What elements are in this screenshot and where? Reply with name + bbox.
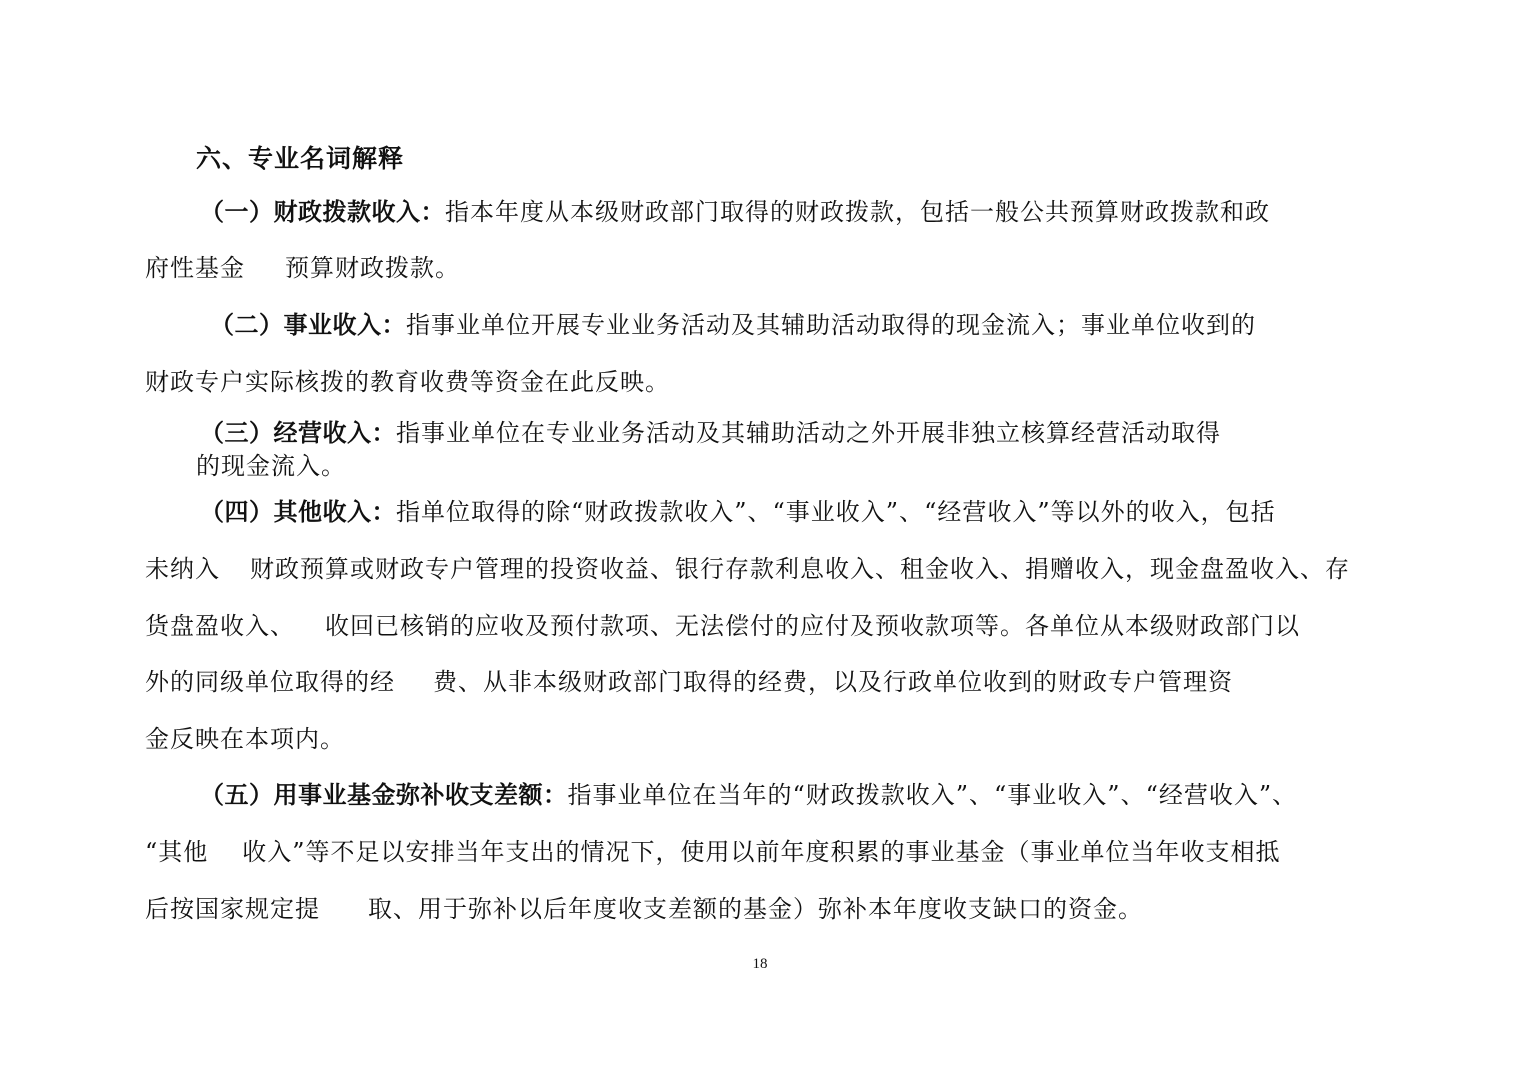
item-4-text-4a: 外的同级单位取得的经 — [145, 668, 395, 696]
item-1-text-2b: 预算财政拨款。 — [285, 254, 460, 282]
item-5-text-3b: 取、用于弥补以后年度收支差额的基金）弥补本年度收支缺口的资金。 — [368, 895, 1143, 923]
item-2-line-2 — [145, 367, 670, 397]
item-5-line-3 — [145, 894, 1143, 924]
item-1-line-2 — [145, 253, 460, 283]
item-4-text-2b: 财政预算或财政专户管理的投资收益、银行存款利息收入、租金收入、捐赠收入，现金盘盈收入、存 — [250, 555, 1350, 583]
item-1-text-1: 指本年度从本级财政部门取得的财政拨款，包括一般公共预算财政拨款和政 — [445, 198, 1270, 226]
item-4-line-3 — [145, 611, 1300, 641]
item-2-term: （二）事业收入： — [210, 311, 406, 339]
item-5-term: （五）用事业基金弥补收支差额： — [200, 781, 568, 809]
item-1-text-2a: 府性基金 — [145, 254, 245, 282]
item-2-text-2: 财政专户实际核拨的教育收费等资金在此反映。 — [145, 368, 670, 396]
item-4-text-4b: 费、从非本级财政部门取得的经费，以及行政单位收到的财政专户管理资 — [433, 668, 1233, 696]
item-2-line-1 — [210, 310, 1256, 340]
item-3-line-1 — [200, 418, 1221, 448]
item-4-text-2a: 未纳入 — [145, 555, 220, 583]
item-1-line-1 — [200, 197, 1270, 227]
item-4-line-1 — [200, 497, 1276, 527]
item-5-line-2 — [145, 837, 1281, 867]
item-4-line-4 — [145, 667, 1233, 697]
item-5-line-1 — [200, 780, 1297, 810]
item-5-text-3a: 后按国家规定提 — [145, 895, 320, 923]
item-4-term: （四）其他收入： — [200, 498, 396, 526]
item-5-text-1: 指事业单位在当年的“财政拨款收入”、“事业收入”、“经营收入”、 — [567, 781, 1298, 809]
item-4-text-1: 指单位取得的除“财政拨款收入”、“事业收入”、“经营收入”等以外的收入，包括 — [396, 498, 1276, 526]
item-4-line-2 — [145, 554, 1350, 584]
item-4-text-5: 金反映在本项内。 — [145, 725, 345, 753]
item-2-text-1: 指事业单位开展专业业务活动及其辅助活动取得的现金流入；事业单位收到的 — [406, 311, 1256, 339]
item-3-line-2 — [196, 451, 346, 481]
page-number: 18 — [752, 956, 768, 972]
item-3-term: （三）经营收入： — [200, 419, 396, 447]
item-1-term: （一）财政拨款收入： — [200, 198, 445, 226]
item-5-text-2a: “其他 — [145, 838, 209, 866]
item-4-text-3a: 货盘盈收入、 — [145, 612, 295, 640]
section-title: 六、专业名词解释 — [196, 144, 405, 173]
item-5-text-2b: 收入”等不足以安排当年支出的情况下，使用以前年度积累的事业基金（事业单位当年收支相抵 — [242, 838, 1281, 866]
item-4-text-3b: 收回已核销的应收及预付款项、无法偿付的应付及预收款项等。各单位从本级财政部门以 — [325, 612, 1300, 640]
item-3-text-1: 指事业单位在专业业务活动及其辅助活动之外开展非独立核算经营活动取得 — [396, 419, 1221, 447]
item-3-text-2: 的现金流入。 — [196, 452, 346, 480]
item-4-line-5 — [145, 724, 345, 754]
